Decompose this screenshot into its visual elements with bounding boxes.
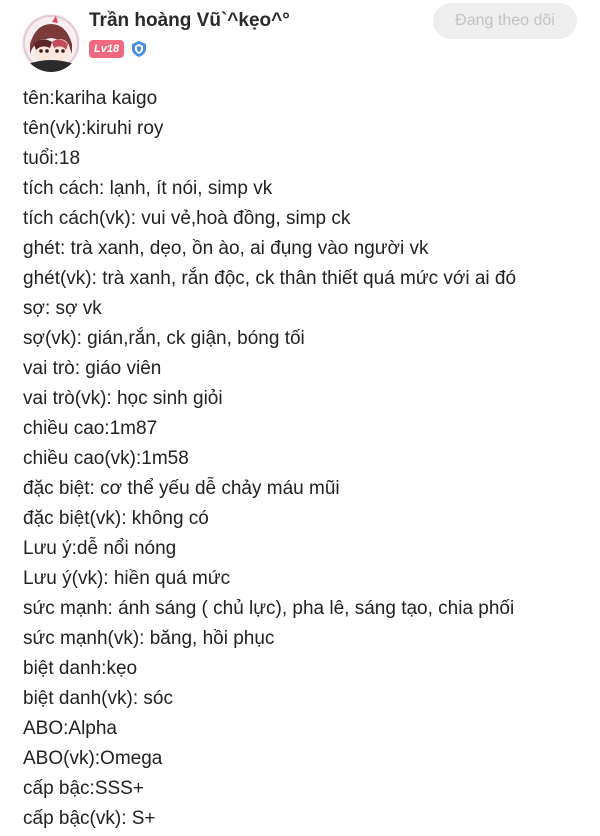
content-line: Lưu ý(vk): hiền quá mức (23, 568, 231, 589)
post-content (23, 84, 593, 834)
avatar-image (22, 14, 80, 72)
level-badge: Lv18 (89, 40, 124, 58)
shield-check-icon (130, 40, 148, 58)
content-line: đặc biệt: cơ thể yếu dễ chảy máu mũi (23, 478, 340, 499)
content-line: ghét: trà xanh, dẹo, ồn ào, ai đụng vào người vk (23, 238, 429, 259)
content-line: sợ: sợ vk (23, 298, 102, 319)
following-button[interactable]: Đang theo dõi (433, 3, 577, 39)
user-avatar[interactable] (22, 14, 80, 72)
user-badges (89, 40, 148, 58)
content-line: tên(vk):kiruhi roy (23, 118, 164, 139)
post-header (0, 0, 600, 80)
content-line: tích cách: lạnh, ít nói, simp vk (23, 178, 273, 199)
content-line: Lưu ý:dễ nổi nóng (23, 538, 177, 559)
content-line: cấp bậc:SSS+ (23, 778, 144, 799)
content-line: sợ(vk): gián,rắn, ck giận, bóng tối (23, 328, 305, 349)
content-line: ABO(vk):Omega (23, 748, 163, 769)
content-line: cấp bậc(vk): S+ (23, 808, 156, 829)
content-line: sức mạnh: ánh sáng ( chủ lực), pha lê, sáng tạo, chia phối (23, 598, 515, 619)
content-line: sức mạnh(vk): băng, hồi phục (23, 628, 275, 649)
content-line: biệt danh(vk): sóc (23, 688, 173, 709)
content-line: chiều cao(vk):1m58 (23, 448, 189, 469)
content-line: ghét(vk): trà xanh, rắn độc, ck thân thiết quá mức với ai đó (23, 268, 517, 289)
content-line: chiều cao:1m87 (23, 418, 158, 439)
content-line: tuổi:18 (23, 148, 81, 169)
content-line: tích cách(vk): vui vẻ,hoà đồng, simp ck (23, 208, 351, 229)
content-line: ABO:Alpha (23, 718, 117, 739)
content-line: đặc biệt(vk): không có (23, 508, 209, 529)
content-line: vai trò(vk): học sinh giỏi (23, 388, 223, 409)
content-line: biệt danh:kẹo (23, 658, 138, 679)
content-line: tên:kariha kaigo (23, 88, 158, 109)
content-line: vai trò: giáo viên (23, 358, 162, 379)
username[interactable]: Trần hoàng Vũ`^kẹo^° (89, 10, 290, 31)
